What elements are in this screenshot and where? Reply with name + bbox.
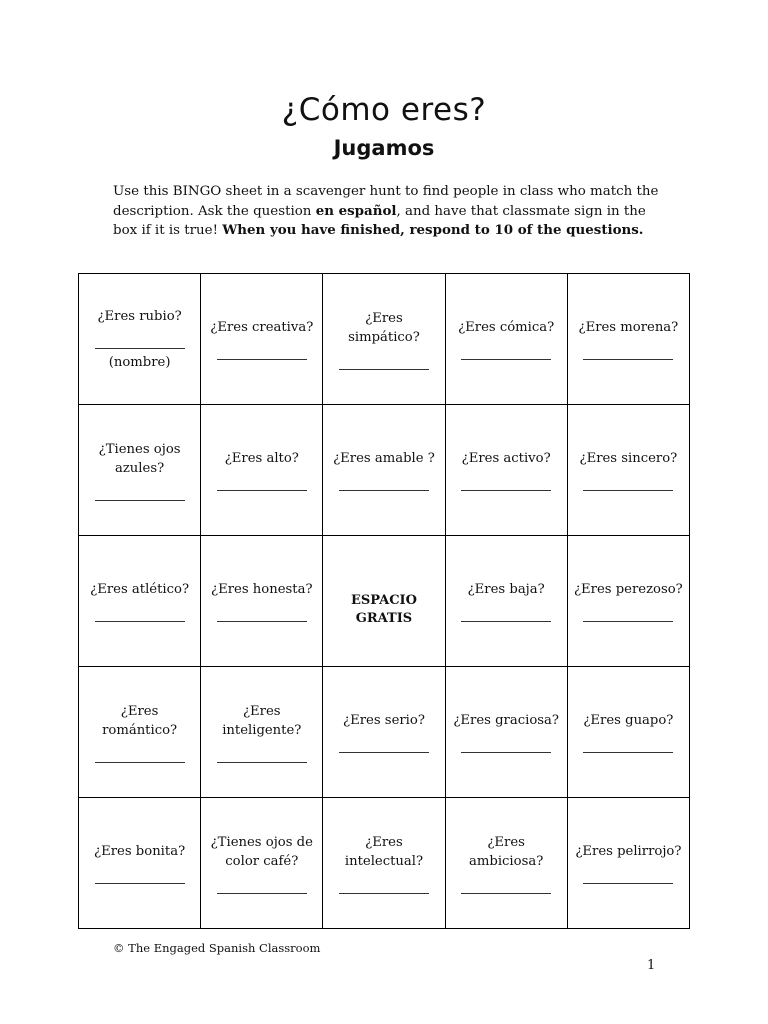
bingo-cell[interactable] [323,274,445,405]
bingo-question: ¿Tienes ojos azules? [98,441,181,476]
bingo-cell[interactable] [79,274,201,405]
bingo-cell[interactable] [79,405,201,536]
page-title: ¿Cómo eres? [281,92,487,128]
page-number: 1 [647,958,656,973]
bingo-question: ¿Eres rubio? [97,308,182,324]
bingo-cell[interactable] [567,667,689,798]
bingo-cell[interactable] [567,536,689,667]
bingo-cell[interactable] [323,798,445,929]
signature-line[interactable] [217,480,307,491]
bingo-cell[interactable] [323,536,445,667]
bingo-row [79,798,690,929]
bingo-cell[interactable] [201,798,323,929]
bingo-question: ¿Tienes ojos de color café? [210,834,313,869]
bingo-row [79,536,690,667]
bingo-cell[interactable] [445,274,567,405]
bingo-row [79,405,690,536]
bingo-question: ¿Eres alto? [224,451,299,466]
signature-line[interactable] [461,883,551,894]
bingo-cell[interactable] [567,274,689,405]
bingo-question: ¿Eres sincero? [579,451,678,466]
bingo-question: ¿Eres perezoso? [573,582,683,597]
signature-line[interactable] [583,480,673,491]
signature-line[interactable] [95,873,185,884]
bingo-question: ¿Eres graciosa? [453,713,559,728]
bingo-cell[interactable] [323,405,445,536]
instructions [113,183,673,241]
signature-line[interactable] [95,611,185,622]
copyright-notice: © The Engaged Spanish Classroom [113,941,321,955]
signature-line[interactable] [583,349,673,360]
page-subtitle: Jugamos [333,136,435,160]
signature-line[interactable] [95,338,185,349]
bingo-cell[interactable] [445,798,567,929]
bingo-question: ¿Eres honesta? [211,582,313,597]
signature-line[interactable] [339,883,429,894]
bingo-question: ¿Eres activo? [461,451,551,466]
free-space-label: ESPACIO GRATIS [350,593,417,626]
bingo-row [79,274,690,405]
instructions-text-1: Use this BINGO sheet in a scavenger hunt to find people in class who match the description. Ask the question [113,184,659,219]
signature-line[interactable] [339,480,429,491]
bingo-question: ¿Eres atlético? [90,582,190,597]
bingo-question: ¿Eres serio? [343,713,425,728]
bingo-cell[interactable] [201,667,323,798]
bingo-cell[interactable] [445,536,567,667]
bingo-cell[interactable] [445,667,567,798]
signature-line[interactable] [583,611,673,622]
bingo-cell[interactable] [445,405,567,536]
signature-line[interactable] [217,611,307,622]
signature-line[interactable] [461,742,551,753]
bingo-question: ¿Eres baja? [467,582,545,597]
bingo-cell[interactable] [79,798,201,929]
bingo-question: ¿Eres cómica? [458,320,555,335]
bingo-question: ¿Eres guapo? [583,713,674,728]
bingo-cell[interactable] [567,405,689,536]
instructions-text-2: , and have that classmate sign in the box if it is true! [113,203,646,238]
signature-line[interactable] [339,359,429,370]
signature-line[interactable] [95,752,185,763]
bingo-cell[interactable] [79,536,201,667]
signature-line[interactable] [217,752,307,763]
signature-line[interactable] [461,349,551,360]
bingo-cell[interactable] [201,274,323,405]
bingo-cell[interactable] [201,536,323,667]
signature-line[interactable] [217,349,307,360]
bingo-question: ¿Eres ambiciosa? [469,834,544,869]
bingo-question: ¿Eres bonita? [94,844,186,859]
bingo-cell[interactable] [567,798,689,929]
instructions-bold-2: When you have finished, respond to 10 of the questions. [222,222,644,238]
bingo-cell[interactable] [323,667,445,798]
signature-line[interactable] [461,480,551,491]
bingo-cell[interactable] [201,405,323,536]
bingo-question: ¿Eres creativa? [210,320,314,335]
signature-line[interactable] [583,873,673,884]
bingo-question: ¿Eres romántico? [102,703,178,738]
signature-line[interactable] [217,883,307,894]
bingo-question: ¿Eres inteligente? [222,703,302,738]
bingo-cell[interactable] [79,667,201,798]
bingo-question: ¿Eres morena? [578,320,679,335]
signature-line[interactable] [583,742,673,753]
instructions-bold-1: en español [315,202,397,219]
bingo-question: ¿Eres simpático? [348,310,420,345]
bingo-grid [78,273,690,929]
bingo-question: ¿Eres pelirrojo? [575,844,682,859]
bingo-row [79,667,690,798]
name-label: (nombre) [108,354,171,370]
bingo-question: ¿Eres amable ? [333,451,435,466]
bingo-question: ¿Eres intelectual? [344,834,424,869]
signature-line[interactable] [461,611,551,622]
signature-line[interactable] [95,490,185,501]
signature-line[interactable] [339,742,429,753]
